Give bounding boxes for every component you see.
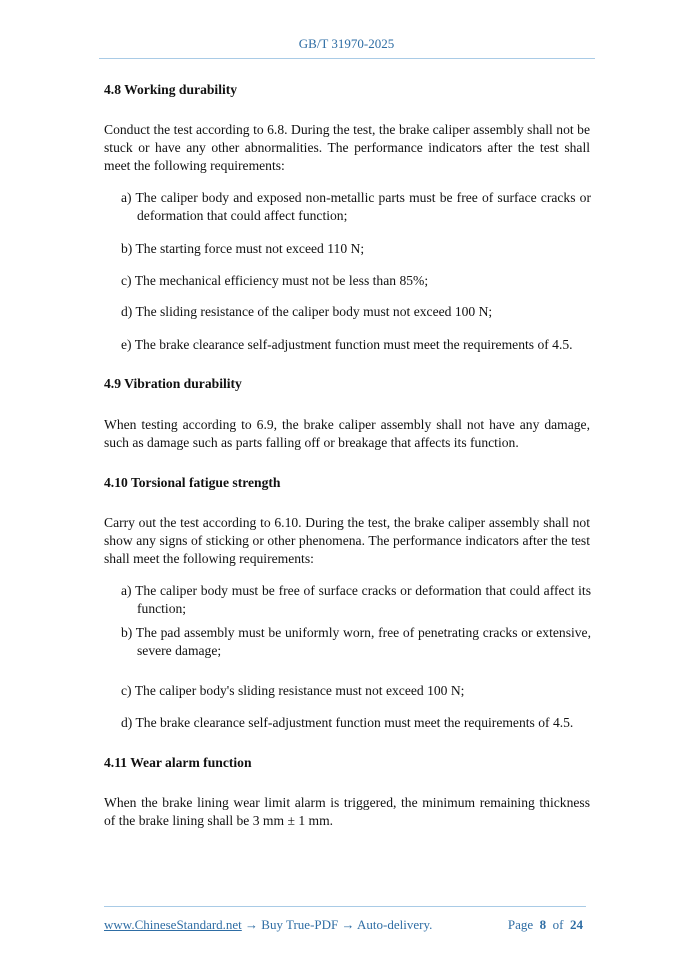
list-item: a) The caliper body and exposed non-metallic parts must be free of surface cracks or deformation that could affect function;: [121, 190, 591, 223]
paragraph: When the brake lining wear limit alarm is triggered, the minimum remaining thickness of the brake lining shall be 3 mm ± 1 mm.: [104, 795, 590, 828]
list-item: b) The starting force must not exceed 110 N;: [121, 241, 365, 256]
page-label: Page: [507, 917, 534, 932]
list-item: c) The caliper body's sliding resistance must not exceed 100 N;: [121, 683, 465, 698]
list-item: d) The sliding resistance of the caliper body must not exceed 100 N;: [121, 304, 493, 319]
footer-text: → Buy True-PDF → Auto-delivery.: [241, 917, 433, 932]
section-heading: 4.9 Vibration durability: [104, 376, 242, 391]
list-item: a) The caliper body must be free of surface cracks or deformation that could affect its function;: [121, 583, 591, 616]
current-page: 8: [539, 917, 547, 932]
paragraph: When testing according to 6.9, the brake caliper assembly shall not have any damage, such as damage such as parts falling off or breakage that affects its function.: [104, 417, 590, 450]
list-item: b) The pad assembly must be uniformly worn, free of penetrating cracks or extensive, severe damage;: [121, 625, 591, 658]
of-label: of: [552, 917, 564, 932]
section-heading: 4.11 Wear alarm function: [104, 755, 252, 770]
header-rule: [99, 58, 595, 59]
footer-link[interactable]: www.ChineseStandard.net: [104, 917, 242, 932]
list-item: c) The mechanical efficiency must not be less than 85%;: [121, 273, 429, 288]
paragraph: Conduct the test according to 6.8. During the test, the brake caliper assembly shall not be stuck or have any other abnormalities. The performance indicators after the test shall meet the following requirements:: [104, 122, 590, 173]
header-title: GB/T 31970-2025: [298, 36, 395, 51]
footer-rule: [104, 906, 586, 907]
paragraph: Carry out the test according to 6.10. During the test, the brake caliper assembly shall not show any signs of sticking or other phenomena. The performance indicators after the test shall meet the following requirements:: [104, 515, 590, 566]
section-heading: 4.10 Torsional fatigue strength: [104, 475, 281, 490]
list-item: e) The brake clearance self-adjustment function must meet the requirements of 4.5.: [121, 337, 573, 352]
page-number: [508, 916, 583, 934]
total-pages: 24: [570, 917, 583, 932]
section-heading: 4.8 Working durability: [104, 82, 238, 97]
footer-left: [104, 916, 432, 934]
list-item: d) The brake clearance self-adjustment function must meet the requirements of 4.5.: [121, 715, 574, 730]
